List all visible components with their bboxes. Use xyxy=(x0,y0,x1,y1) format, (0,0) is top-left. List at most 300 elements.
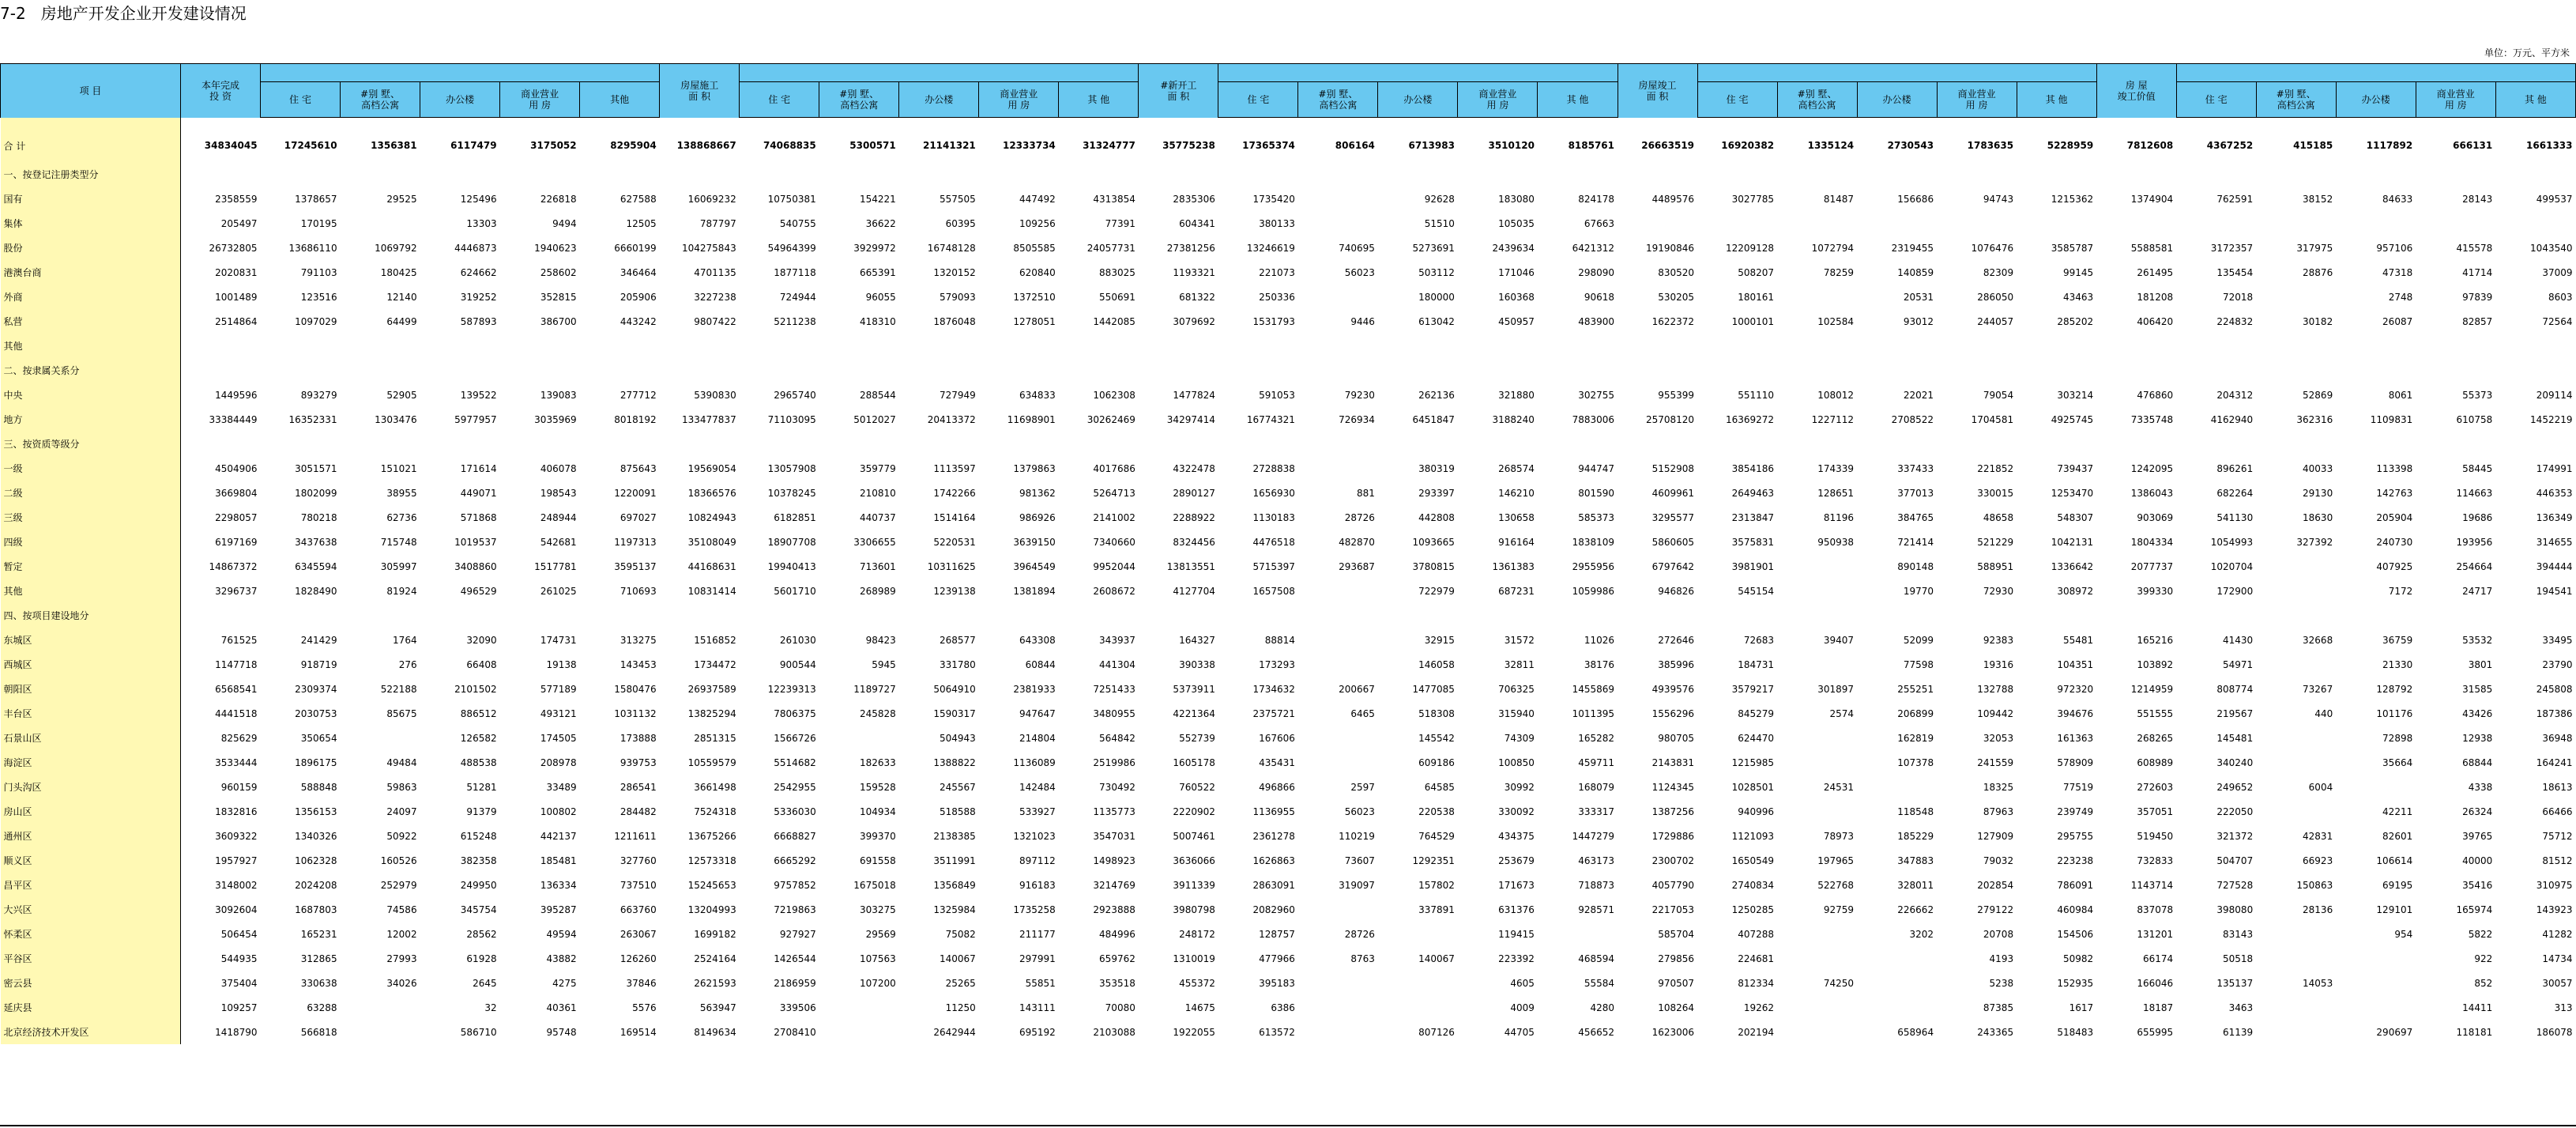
table-cell: 67663 xyxy=(1584,217,1615,229)
table-cell: 2748 xyxy=(2388,291,2413,303)
table-cell: 801590 xyxy=(1578,487,1615,499)
table-row xyxy=(1,701,2576,726)
table-cell: 135454 xyxy=(2216,266,2254,278)
table-cell: 8018192 xyxy=(614,413,657,425)
table-cell: 791103 xyxy=(300,266,337,278)
table-cell: 109442 xyxy=(1977,707,2014,719)
row-label: 丰台区 xyxy=(1,701,181,726)
table-cell: 60844 xyxy=(1025,658,1056,670)
table-cell: 159528 xyxy=(859,781,896,793)
table-cell: 499537 xyxy=(2536,193,2573,205)
table-cell: 30182 xyxy=(2303,315,2333,327)
table-cell: 665391 xyxy=(859,266,896,278)
table-cell xyxy=(1538,162,1618,187)
table-cell: 261495 xyxy=(2137,266,2174,278)
table-cell: 128651 xyxy=(1817,487,1855,499)
section-row xyxy=(1,162,2576,187)
table-cell: 4925745 xyxy=(2051,413,2094,425)
table-cell: 44168631 xyxy=(687,560,736,572)
table-cell: 14867372 xyxy=(209,560,258,572)
table-cell: 56023 xyxy=(1344,805,1375,817)
header-item: 项 目 xyxy=(1,64,181,118)
table-cell: 14411 xyxy=(2462,1002,2493,1013)
table-cell: 1735258 xyxy=(1013,904,1056,915)
header-subcolumn: #别 墅、 高档公寓 xyxy=(1298,82,1378,118)
table-cell xyxy=(181,334,261,358)
table-cell: 170195 xyxy=(300,217,337,229)
table-cell xyxy=(2336,358,2416,383)
table-cell: 243365 xyxy=(1977,1026,2014,1038)
table-cell: 666131 xyxy=(2453,140,2493,151)
table-cell: 1143714 xyxy=(2130,879,2174,891)
table-cell: 578909 xyxy=(2057,756,2094,768)
table-cell: 518588 xyxy=(939,805,976,817)
table-cell: 875643 xyxy=(620,462,657,474)
table-row xyxy=(1,187,2576,211)
table-cell: 13303 xyxy=(466,217,497,229)
table-cell: 26087 xyxy=(2382,315,2413,327)
table-cell: 897112 xyxy=(1019,854,1056,866)
table-cell: 1242095 xyxy=(2130,462,2174,474)
table-cell: 129101 xyxy=(2376,904,2413,915)
table-cell: 1381894 xyxy=(1013,585,1056,597)
table-cell xyxy=(420,334,500,358)
table-cell: 5211238 xyxy=(774,315,816,327)
table-cell xyxy=(2017,211,2096,236)
table-cell xyxy=(2256,358,2336,383)
table-row xyxy=(1,775,2576,799)
table-cell xyxy=(580,603,660,628)
table-row xyxy=(1,407,2576,432)
table-cell: 180425 xyxy=(380,266,417,278)
table-cell: 722979 xyxy=(1418,585,1455,597)
table-cell: 384765 xyxy=(1897,511,1934,523)
table-cell: 2439634 xyxy=(1492,242,1535,254)
table-cell: 223392 xyxy=(1498,953,1535,964)
header-subcolumn: 住 宅 xyxy=(261,82,341,118)
table-cell: 40000 xyxy=(2462,854,2493,866)
table-cell xyxy=(1857,971,1937,995)
table-cell: 460984 xyxy=(2057,904,2094,915)
table-cell: 8763 xyxy=(1350,953,1375,964)
header-subcolumn: 其 他 xyxy=(2495,82,2575,118)
table-cell xyxy=(660,603,740,628)
table-cell: 6465 xyxy=(1350,707,1375,719)
table-cell: 1379863 xyxy=(1013,462,1056,474)
table-cell: 114663 xyxy=(2456,487,2493,499)
table-cell: 1028501 xyxy=(1731,781,1775,793)
table-cell: 5012027 xyxy=(853,413,896,425)
table-cell: 92628 xyxy=(1424,193,1455,205)
table-cell: 16069232 xyxy=(687,193,736,205)
table-cell: 4441518 xyxy=(215,707,258,719)
table-cell xyxy=(2176,358,2256,383)
table-cell: 3980798 xyxy=(1173,904,1215,915)
table-cell: 142484 xyxy=(1019,781,1056,793)
table-cell xyxy=(1298,358,1378,383)
table-cell: 181208 xyxy=(2137,291,2174,303)
table-cell: 12239313 xyxy=(767,683,816,695)
table-cell: 542681 xyxy=(540,536,577,548)
table-cell xyxy=(1697,211,1777,236)
table-cell xyxy=(341,211,420,236)
header-group-main: 房屋竣工 面 积 xyxy=(1618,64,1697,118)
table-cell: 3463 xyxy=(2228,1002,2254,1013)
table-cell: 185481 xyxy=(540,854,577,866)
table-cell xyxy=(1139,358,1218,383)
table-cell: 248944 xyxy=(540,511,577,523)
table-cell xyxy=(1059,162,1139,187)
table-cell: 16748128 xyxy=(927,242,976,254)
table-cell: 32668 xyxy=(2303,634,2333,646)
table-cell: 563947 xyxy=(699,1002,736,1013)
table-cell: 69195 xyxy=(2382,879,2413,891)
table-cell: 3172357 xyxy=(2210,242,2254,254)
table-cell: 2300702 xyxy=(1651,854,1695,866)
table-cell: 286050 xyxy=(1977,291,2014,303)
table-cell: 261025 xyxy=(540,585,577,597)
table-cell: 488538 xyxy=(460,756,497,768)
table-cell: 883025 xyxy=(1099,266,1135,278)
table-cell: 35108049 xyxy=(687,536,736,548)
table-cell: 1617 xyxy=(2069,1002,2094,1013)
table-cell: 20708 xyxy=(1983,928,2014,940)
table-cell: 4275 xyxy=(552,977,577,989)
table-cell: 447492 xyxy=(1019,193,1056,205)
table-cell: 64499 xyxy=(386,315,417,327)
table-cell: 504943 xyxy=(939,732,976,744)
table-cell: 8603 xyxy=(2548,291,2573,303)
table-cell: 301897 xyxy=(1817,683,1855,695)
table-cell xyxy=(2176,603,2256,628)
table-cell: 1011395 xyxy=(1572,707,1615,719)
table-cell xyxy=(1378,995,1458,1020)
table-cell xyxy=(1777,162,1857,187)
table-cell: 3408860 xyxy=(454,560,497,572)
table-cell: 226662 xyxy=(1897,904,1934,915)
table-cell: 154221 xyxy=(859,193,896,205)
table-cell: 947647 xyxy=(1019,707,1056,719)
table-cell: 6197169 xyxy=(215,536,258,548)
table-cell: 85675 xyxy=(386,707,417,719)
table-cell: 2103088 xyxy=(1093,1026,1135,1038)
table-cell: 160368 xyxy=(1498,291,1535,303)
table-cell: 1356381 xyxy=(371,140,417,151)
table-cell: 2542955 xyxy=(774,781,816,793)
table-cell: 174339 xyxy=(1817,462,1855,474)
table-cell xyxy=(2017,358,2096,383)
table-cell: 32 xyxy=(484,1002,497,1013)
header-subcolumn: 办公楼 xyxy=(899,82,979,118)
table-cell xyxy=(2096,432,2176,456)
table-cell: 5601710 xyxy=(774,585,816,597)
table-cell: 2361278 xyxy=(1252,830,1295,842)
table-cell xyxy=(740,432,819,456)
table-cell: 20413372 xyxy=(927,413,976,425)
table-cell: 613572 xyxy=(1259,1026,1295,1038)
table-cell xyxy=(580,432,660,456)
table-cell: 4009 xyxy=(1510,1002,1535,1013)
table-cell: 954 xyxy=(2394,928,2413,940)
table-cell: 61928 xyxy=(466,953,497,964)
table-cell xyxy=(341,334,420,358)
table-cell xyxy=(420,603,500,628)
table-cell xyxy=(979,162,1059,187)
table-cell: 395287 xyxy=(540,904,577,915)
table-cell: 19190846 xyxy=(1645,242,1695,254)
table-cell xyxy=(899,603,979,628)
table-cell: 482870 xyxy=(1339,536,1375,548)
table-cell xyxy=(1857,358,1937,383)
table-cell: 456652 xyxy=(1578,1026,1615,1038)
table-cell: 156686 xyxy=(1897,193,1934,205)
table-cell: 852 xyxy=(2474,977,2493,989)
table-cell: 541130 xyxy=(2216,511,2254,523)
table-cell: 151021 xyxy=(380,462,417,474)
table-cell: 1335124 xyxy=(1807,140,1855,151)
table-cell: 643308 xyxy=(1019,634,1056,646)
table-cell: 12938 xyxy=(2462,732,2493,744)
table-cell: 786091 xyxy=(2057,879,2094,891)
table-cell: 12140 xyxy=(386,291,417,303)
table-cell: 49594 xyxy=(546,928,577,940)
table-cell: 171673 xyxy=(1498,879,1535,891)
table-cell xyxy=(660,432,740,456)
table-cell: 11250 xyxy=(945,1002,976,1013)
table-cell: 440 xyxy=(2314,707,2333,719)
table-cell: 104351 xyxy=(2057,658,2094,670)
table-cell: 1605178 xyxy=(1173,756,1215,768)
table-cell: 1734632 xyxy=(1252,683,1295,695)
table-cell: 44705 xyxy=(1504,1026,1535,1038)
table-cell: 118181 xyxy=(2456,1026,2493,1038)
table-cell: 143111 xyxy=(1019,1002,1056,1013)
table-cell: 194541 xyxy=(2536,585,2573,597)
table-cell: 91379 xyxy=(466,805,497,817)
table-cell: 2319455 xyxy=(1891,242,1934,254)
table-cell: 8185761 xyxy=(1568,140,1615,151)
table-cell: 2730543 xyxy=(1887,140,1934,151)
table-cell: 579093 xyxy=(939,291,976,303)
table-cell: 2851315 xyxy=(694,732,736,744)
table-cell: 1622372 xyxy=(1651,315,1695,327)
table-cell: 239749 xyxy=(2057,805,2094,817)
table-cell xyxy=(341,432,420,456)
row-label: 大兴区 xyxy=(1,897,181,922)
table-cell: 1250285 xyxy=(1731,904,1775,915)
table-cell: 2890127 xyxy=(1173,487,1215,499)
table-cell: 1136089 xyxy=(1013,756,1056,768)
header-group-span xyxy=(1697,64,2096,82)
table-cell: 152935 xyxy=(2057,977,2094,989)
table-cell: 1623006 xyxy=(1651,1026,1695,1038)
header-subcolumn: 商业营业 用 房 xyxy=(1937,82,2017,118)
table-cell: 268577 xyxy=(939,634,976,646)
table-cell: 1372510 xyxy=(1013,291,1056,303)
table-cell: 564842 xyxy=(1099,732,1135,744)
table-cell: 82601 xyxy=(2382,830,2413,842)
table-cell xyxy=(819,432,899,456)
table-cell: 205906 xyxy=(620,291,657,303)
table-cell: 3669804 xyxy=(215,487,258,499)
table-cell: 1340326 xyxy=(295,830,337,842)
table-cell: 321880 xyxy=(1498,389,1535,401)
table-cell: 687231 xyxy=(1498,585,1535,597)
table-cell: 946826 xyxy=(1658,585,1695,597)
table-cell: 221073 xyxy=(1259,266,1295,278)
table-cell: 174731 xyxy=(540,634,577,646)
table-cell: 92383 xyxy=(1983,634,2014,646)
table-cell xyxy=(261,162,341,187)
table-cell: 2835306 xyxy=(1173,193,1215,205)
table-cell xyxy=(2495,162,2575,187)
table-cell: 1675018 xyxy=(853,879,896,891)
table-cell: 164327 xyxy=(1179,634,1215,646)
table-cell: 81512 xyxy=(2542,854,2573,866)
statistics-table-wrap xyxy=(0,63,2576,1044)
table-cell xyxy=(1618,162,1697,187)
table-cell: 140067 xyxy=(939,953,976,964)
table-cell: 35775238 xyxy=(1162,140,1215,151)
table-cell: 382358 xyxy=(460,854,497,866)
table-cell: 142763 xyxy=(2376,487,2413,499)
table-cell: 761525 xyxy=(220,634,258,646)
table-cell xyxy=(2416,358,2495,383)
table-cell: 303214 xyxy=(2057,389,2094,401)
table-cell: 154506 xyxy=(2057,928,2094,940)
header-subcolumn: 商业营业 用 房 xyxy=(979,82,1059,118)
table-cell xyxy=(819,162,899,187)
table-cell: 1580476 xyxy=(614,683,657,695)
table-cell xyxy=(1139,603,1218,628)
table-cell: 3295577 xyxy=(1651,511,1695,523)
table-cell xyxy=(1378,334,1458,358)
row-label: 国有 xyxy=(1,187,181,211)
table-cell: 624662 xyxy=(460,266,497,278)
table-cell: 127909 xyxy=(1977,830,2014,842)
table-cell: 268265 xyxy=(2137,732,2174,744)
table-cell: 28562 xyxy=(466,928,497,940)
table-cell: 544935 xyxy=(220,953,258,964)
table-cell: 399330 xyxy=(2137,585,2174,597)
table-cell: 340240 xyxy=(2216,756,2254,768)
table-cell xyxy=(2096,603,2176,628)
table-cell: 552739 xyxy=(1179,732,1215,744)
table-cell: 74250 xyxy=(1823,977,1855,989)
table-cell: 337891 xyxy=(1418,904,1455,915)
table-cell: 312865 xyxy=(300,953,337,964)
table-row xyxy=(1,897,2576,922)
table-cell: 2217053 xyxy=(1651,904,1695,915)
table-cell: 577189 xyxy=(540,683,577,695)
table-cell: 330092 xyxy=(1498,805,1535,817)
table-cell: 1325984 xyxy=(933,904,976,915)
table-cell: 186078 xyxy=(2536,1026,2573,1038)
table-cell: 1093665 xyxy=(1412,536,1455,548)
row-label: 三、按资质等级分 xyxy=(1,432,181,456)
table-cell: 727949 xyxy=(939,389,976,401)
row-label: 西城区 xyxy=(1,652,181,677)
table-cell xyxy=(2096,162,2176,187)
table-cell: 29569 xyxy=(865,928,896,940)
table-cell: 33384449 xyxy=(209,413,258,425)
table-cell: 2186959 xyxy=(774,977,816,989)
table-row xyxy=(1,334,2576,358)
table-cell: 77519 xyxy=(2062,781,2094,793)
table-cell: 165216 xyxy=(2137,634,2174,646)
table-cell: 3964549 xyxy=(1013,560,1056,572)
table-cell: 226818 xyxy=(540,193,577,205)
table-cell: 588848 xyxy=(300,781,337,793)
table-cell: 8295904 xyxy=(610,140,657,151)
table-cell: 2642944 xyxy=(933,1026,976,1038)
table-cell xyxy=(1857,162,1937,187)
table-cell: 248172 xyxy=(1179,928,1215,940)
row-label: 海淀区 xyxy=(1,750,181,775)
table-cell: 4057790 xyxy=(1651,879,1695,891)
table-cell xyxy=(2495,603,2575,628)
table-cell xyxy=(1777,652,1857,677)
table-cell: 1828490 xyxy=(295,585,337,597)
table-cell xyxy=(2256,1020,2336,1044)
table-cell xyxy=(1218,432,1298,456)
table-cell: 29525 xyxy=(386,193,417,205)
table-cell: 272646 xyxy=(1658,634,1695,646)
table-cell: 4280 xyxy=(1590,1002,1615,1013)
table-cell: 263067 xyxy=(620,928,657,940)
table-cell: 3780815 xyxy=(1412,560,1455,572)
table-cell xyxy=(2256,334,2336,358)
table-cell xyxy=(1538,603,1618,628)
table-cell xyxy=(1777,358,1857,383)
table-cell xyxy=(1857,432,1937,456)
table-cell xyxy=(1777,1020,1857,1044)
table-cell: 1121093 xyxy=(1731,830,1775,842)
table-cell: 1832816 xyxy=(215,805,258,817)
table-cell: 330638 xyxy=(300,977,337,989)
table-cell: 211177 xyxy=(1019,928,1056,940)
table-cell: 81196 xyxy=(1823,511,1855,523)
table-cell: 1531793 xyxy=(1252,315,1295,327)
table-cell: 3636066 xyxy=(1173,854,1215,866)
table-cell: 74586 xyxy=(386,904,417,915)
table-cell: 548307 xyxy=(2057,511,2094,523)
table-cell: 12209128 xyxy=(1725,242,1775,254)
table-cell xyxy=(819,726,899,750)
table-cell: 944747 xyxy=(1578,462,1615,474)
table-cell: 4322478 xyxy=(1173,462,1215,474)
table-cell: 4017686 xyxy=(1093,462,1135,474)
table-cell: 375404 xyxy=(220,977,258,989)
table-cell: 167606 xyxy=(1259,732,1295,744)
table-cell xyxy=(819,995,899,1020)
table-cell xyxy=(1059,432,1139,456)
table-row xyxy=(1,677,2576,701)
table-cell: 762591 xyxy=(2216,193,2254,205)
row-label: 顺义区 xyxy=(1,848,181,873)
table-cell xyxy=(2336,432,2416,456)
table-cell xyxy=(2416,432,2495,456)
table-cell: 4701135 xyxy=(694,266,736,278)
table-cell: 90618 xyxy=(1584,291,1615,303)
table-cell: 477966 xyxy=(1259,953,1295,964)
table-cell: 3227238 xyxy=(694,291,736,303)
table-cell: 254664 xyxy=(2456,560,2493,572)
table-cell: 62736 xyxy=(386,511,417,523)
table-cell: 41282 xyxy=(2542,928,2573,940)
table-cell: 710693 xyxy=(620,585,657,597)
table-cell xyxy=(2495,358,2575,383)
